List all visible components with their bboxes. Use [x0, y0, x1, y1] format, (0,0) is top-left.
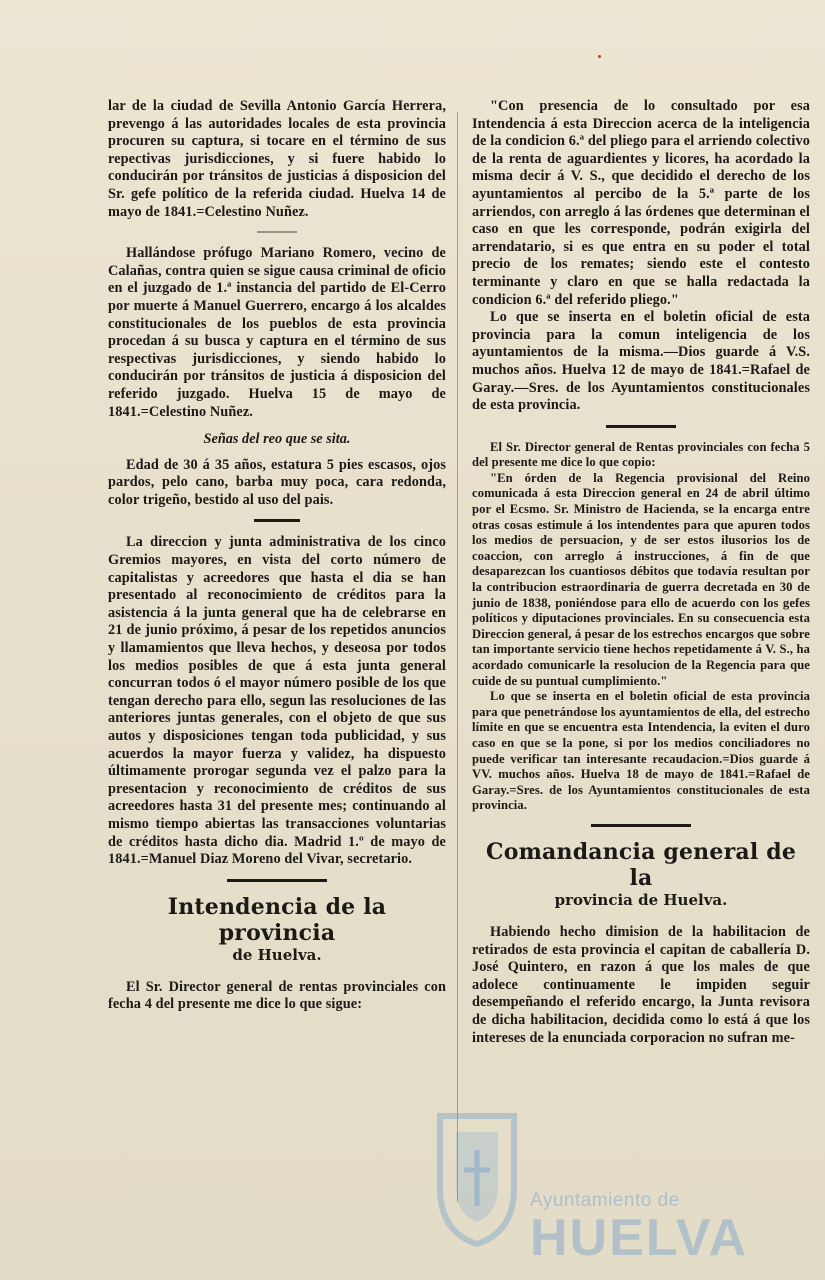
left-column: [108, 98, 446, 1014]
notice-paragraph-r1: "Con presencia de lo consultado por esa Intendencia á esta Direccion acerca de la inteligencia de la condicion 6.ª del pliego para el arriendo colectivo de la renta de aguardientes y licores, ha acordado la misma decir á V. S., que decidido el derecho de los ayuntamientos al percibo de la 5.ª parte de los arriendos, con arreglo á las órdenes que determinan el caso en que les corresponde, podrán exigirla del arrendatario, si es que entra en su poder el total precio de los remates; siendo este el contesto terminante y claro en que se halla redactada la condicion 6.ª del referido pliego.": [472, 98, 810, 308]
shield-icon: [432, 1110, 522, 1250]
notice-paragraph-4: La direccion y junta administrativa de los cinco Gremios mayores, en vista del corto número de capitalistas y acreedores que hasta el dia se han presentado al reconocimiento de créditos para la asistencia á la junta general que ha de celebrarse en 21 de junio próximo, á pesar de los repetidos anuncios y llamamientos que lleva hechos, y deseosa por todos los medios posibles de que á esta junta general concurran todos ó el mayor número posible de los que tengan derecho para ello, segun las resoluciones de las anteriores juntas generales, con el objeto de que sus autos y disposiciones tengan toda publicidad, y sus acuerdos la mayor fuerza y validez, ha dispuesto últimamente prorogar segunda vez el palzo para la presentacion y reconocimiento de créditos de sus acreedores hasta 31 del presente mes; continuando al mismo tiempo abiertas las transacciones voluntarias de créditos hasta dicho dia. Madrid 1.º de mayo de 1841.=Manuel Diaz Moreno del Vivar, secretario.: [108, 534, 446, 868]
right-column: [472, 98, 810, 1047]
notice-paragraph-r5: Lo que se inserta en el boletin oficial de esta provincia para que penetrándose los ayuntamientos de ella, del estrecho límite en que se encuentra esta Intendencia, la eviten el duro caso en que se la pone, si por los medios conciliadores no puede verificar tan interesante recaudacion.=Dios guarde á VV. muchos años. Huelva 18 de mayo de 1841.=Rafael de Garay.=Sres. de los Ayuntamientos constitucionales de esta provincia.: [472, 689, 810, 813]
separator: [257, 231, 297, 233]
separator: [591, 824, 691, 827]
notice-paragraph-5: El Sr. Director general de rentas provinciales con fecha 4 del presente me dice lo que sigue:: [108, 978, 446, 1013]
notice-paragraph-1: lar de la ciudad de Sevilla Antonio García Herrera, prevengo á las autoridades locales de esta provincia procuren su captura, si tocare en el término de sus repectivas jurisdicciones, y si fuere habido lo conducirán por tránsitos de justicias á disposicion del Sr. gefe político de la referida ciudad. Huelva 14 de mayo de 1841.=Celestino Nuñez.: [108, 98, 446, 220]
watermark-line-2: HUELVA: [530, 1209, 749, 1267]
section-heading-subtitle: de Huelva.: [232, 945, 322, 964]
notice-paragraph-2: Hallándose prófugo Mariano Romero, vecino de Calañas, contra quien se sigue causa criminal de oficio en el juzgado de 1.ª instancia del partido de El-Cerro por muerte á Manuel Guerrero, encargo á los alcaldes constitucionales de los pueblos de esta provincia procedan á su busca y captura en el término de sus respectivas jurisdicciones, y siendo habido lo conducirán por tránsitos de justicia á disposicion del referido juzgado. Huelva 15 de mayo de 1841.=Celestino Nuñez.: [108, 245, 446, 420]
section-heading-subtitle: provincia de Huelva.: [554, 890, 728, 909]
notice-paragraph-3: Edad de 30 á 35 años, estatura 5 pies escasos, ojos pardos, pelo cano, barba muy poca, cara redonda, color trigeño, bestido al uso del pais.: [108, 456, 446, 508]
watermark: [420, 1080, 750, 1267]
notice-paragraph-r6: Habiendo hecho dimision de la habilitacion de retirados de esta provincia el capitan de caballería D. José Quintero, en razon á que los males de que adolece continuamente le impiden seguir desempeñando el referido encargo, la Junta revisora de dicha habilitacion, decidida como lo está á que los intereses de la enunciada corporacion no sufran me-: [472, 923, 810, 1046]
notice-paragraph-r2: Lo que se inserta en el boletin oficial de esta provincia para la comun inteligencia de los ayuntamientos de la misma.—Dios guarde á V.S. muchos años. Huelva 12 de mayo de 1841.=Rafael de Garay.—Sres. de los Ayuntamientos constitucionales de esta provincia.: [472, 309, 810, 414]
section-heading-comandancia: Comandancia general de la: [485, 838, 797, 891]
notice-paragraph-r4: "En órden de la Regencia provisional del Reino comunicada á esta Direccion general en 24 de abril último por el Ecsmo. Sr. Ministro de Hacienda, se la encarga entre otras cosas estimule á los intendentes para que apuren todos los medios de persuacion, y de ser estos ilusorios los de coaccion, con arreglo á instrucciones, á fin de que desaparezcan los cuantiosos débitos que todavía resultan por la contribucion estraordinaria de guerra decretada en 30 de junio de 1838, poniéndose para ello de acuerdo con los gefes políticos y diputaciones provinciales. En su consecuencia esta Direccion general, á pesar de los estrechos encargos que sobre tan importante servicio tiene hechos repetidamente á V. S., ha acordado comunicarle la resolucion de la Regencia para que cuide de su puntual cumplimiento.": [472, 470, 810, 688]
column-divider: [457, 112, 458, 1202]
section-heading-intendencia: Intendencia de la provincia: [167, 893, 387, 946]
section-subtitle: Señas del reo que se sita.: [203, 431, 351, 448]
watermark-line-1: Ayuntamiento de: [530, 1190, 680, 1211]
separator: [254, 519, 300, 522]
separator: [606, 425, 676, 428]
separator: [227, 879, 327, 882]
ink-spot: [598, 55, 601, 58]
notice-paragraph-r3: El Sr. Director general de Rentas provinciales con fecha 5 del presente me dice lo que copio:: [472, 439, 810, 470]
